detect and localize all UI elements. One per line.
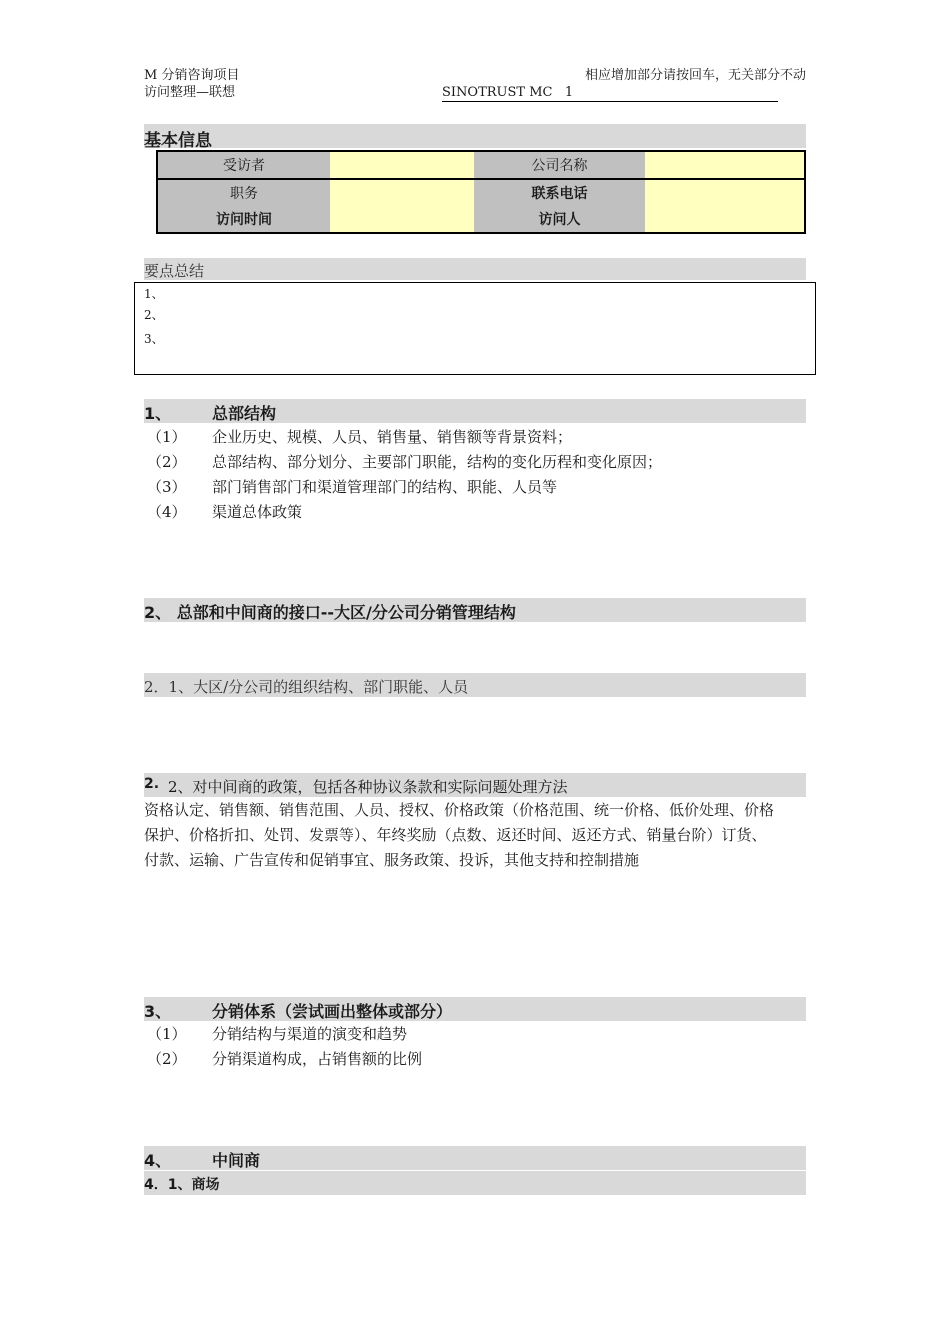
section1-band xyxy=(144,399,806,423)
section1-item-2-num: （2） xyxy=(147,453,187,471)
position-field[interactable] xyxy=(330,179,474,206)
section4-number: 4、 xyxy=(144,1151,172,1170)
summary-item-3: 3、 xyxy=(144,332,164,346)
section3-item-1-text: 分销结构与渠道的演变和趋势 xyxy=(212,1025,408,1043)
summary-item-2: 2、 xyxy=(144,308,164,322)
section2-2-line-1: 资格认定、销售额、销售范围、人员、授权、价格政策（价格范围、统一价格、低价处理、价格 xyxy=(144,801,775,819)
basic-info-band xyxy=(144,124,806,151)
section4-title: 中间商 xyxy=(212,1151,261,1170)
section2-1-title: 2．1、大区/分公司的组织结构、部门职能、人员 xyxy=(144,678,469,696)
section2-2-line-3: 付款、运输、广告宣传和促销事宜、服务政策、投诉，其他支持和控制措施 xyxy=(144,851,640,869)
section2-2-title: 2、对中间商的政策，包括各种协议条款和实际问题处理方法 xyxy=(168,778,568,796)
label-interviewee: 受访者 xyxy=(157,151,330,179)
section2-2-number: 2. xyxy=(144,776,160,792)
summary-box[interactable] xyxy=(134,282,816,375)
section1-title: 总部结构 xyxy=(212,404,277,423)
summary-item-1: 1、 xyxy=(144,287,164,301)
label-visit-time: 访问时间 xyxy=(157,206,330,233)
section2-2-line-2: 保护、价格折扣、处罚、发票等）、年终奖励（点数、返还时间、返还方式、销量台阶）订货、 xyxy=(144,826,767,844)
section3-item-1-num: （1） xyxy=(147,1025,187,1043)
section3-band xyxy=(144,997,806,1021)
section3-title: 分销体系（尝试画出整体或部分） xyxy=(212,1002,453,1021)
section1-item-3-text: 部门销售部门和渠道管理部门的结构、职能、人员等 xyxy=(212,478,558,496)
section1-item-2-text: 总部结构、部分划分、主要部门职能，结构的变化历程和变化原因； xyxy=(212,453,663,471)
section2-2-band xyxy=(144,773,806,797)
basic-info-title: 基本信息 xyxy=(144,131,212,151)
visitor-field[interactable] xyxy=(645,206,805,233)
section4-1-title: 4．1、商场 xyxy=(144,1177,220,1193)
section4-1-band xyxy=(144,1171,806,1195)
header-subtitle: 访问整理—联想 xyxy=(144,85,236,100)
section3-item-2-num: （2） xyxy=(147,1050,187,1068)
section3-number: 3、 xyxy=(144,1002,172,1021)
company-name-field[interactable] xyxy=(645,151,805,179)
section1-item-1-num: （1） xyxy=(147,428,187,446)
phone-field[interactable] xyxy=(645,179,805,206)
header-note: 相应增加部分请按回车，无关部分不动 xyxy=(584,68,806,83)
header-project: M 分销咨询项目 xyxy=(144,68,240,83)
section2-title: 2、 总部和中间商的接口--大区/分公司分销管理结构 xyxy=(144,603,516,622)
section3-item-2-text: 分销渠道构成，占销售额的比例 xyxy=(212,1050,423,1068)
header-rule xyxy=(442,101,778,102)
section2-band xyxy=(144,598,806,622)
section4-band xyxy=(144,1146,806,1170)
section1-item-1-text: 企业历史、规模、人员、销售量、销售额等背景资料； xyxy=(212,428,573,446)
summary-title: 要点总结 xyxy=(144,262,205,280)
interviewee-field[interactable] xyxy=(330,151,474,179)
header-company xyxy=(442,84,573,101)
label-company-name: 公司名称 xyxy=(474,151,645,179)
basic-info-table xyxy=(156,150,806,234)
section1-item-4-num: （4） xyxy=(147,503,187,521)
section1-item-3-num: （3） xyxy=(147,478,187,496)
label-phone: 联系电话 xyxy=(474,179,645,206)
header-company-name: SINOTRUST MC xyxy=(442,85,553,100)
summary-band xyxy=(144,258,806,280)
section1-number: 1、 xyxy=(144,404,172,423)
header-page-number: 1 xyxy=(564,85,574,100)
label-visitor: 访问人 xyxy=(474,206,645,233)
section1-item-4-text: 渠道总体政策 xyxy=(212,503,303,521)
label-position: 职务 xyxy=(157,179,330,206)
visit-time-field[interactable] xyxy=(330,206,474,233)
section2-1-band xyxy=(144,673,806,697)
